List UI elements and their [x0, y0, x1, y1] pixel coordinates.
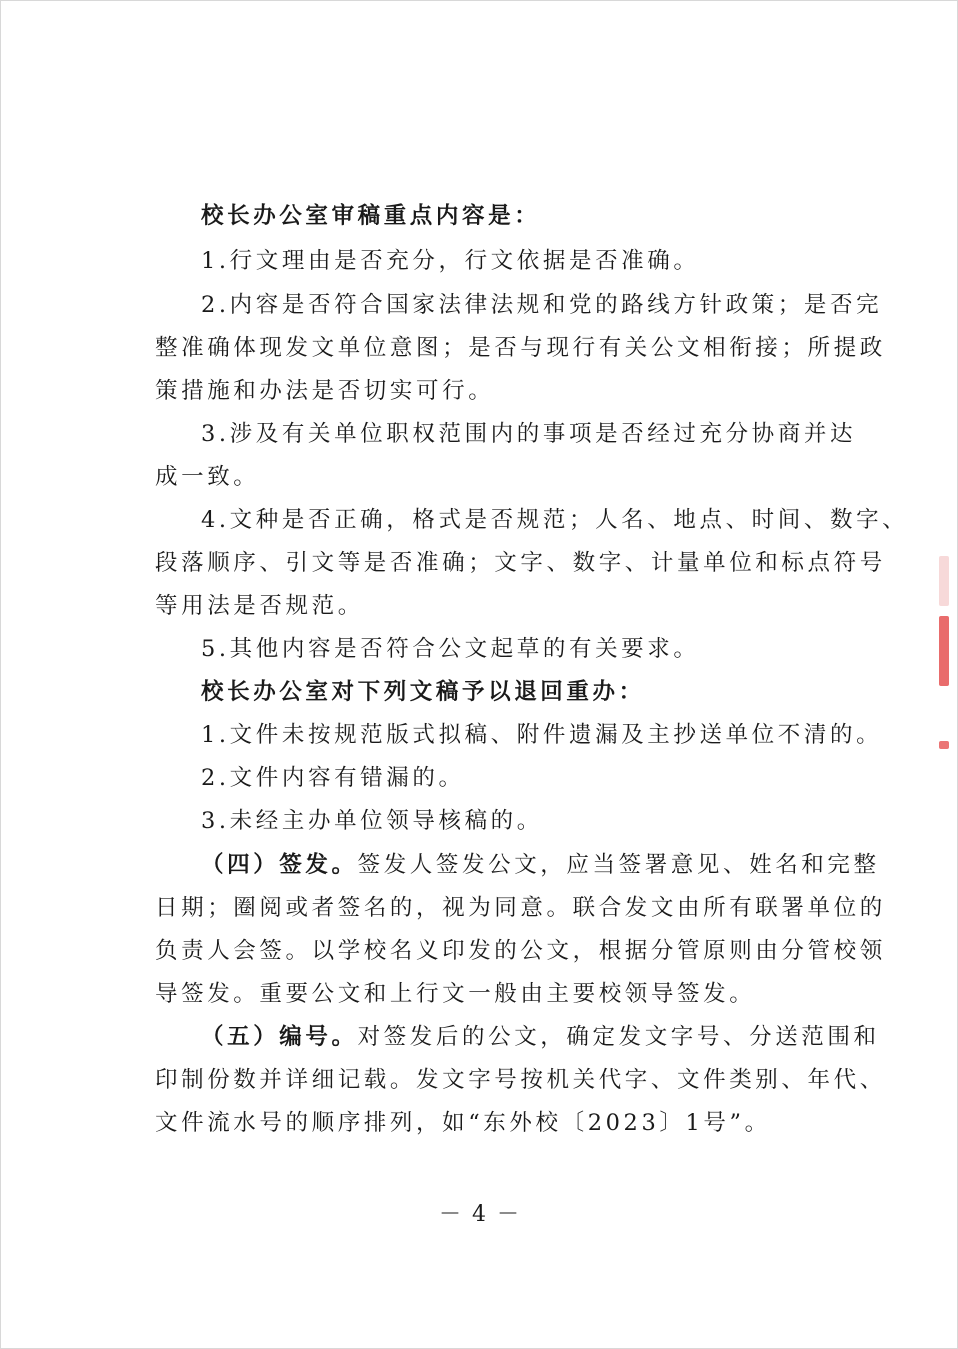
- number-paragraph-first-line: [201, 1022, 880, 1052]
- review-item-2: 2.内容是否符合国家法律法规和党的路线方针政策；是否完: [201, 292, 883, 318]
- review-item-2-cont-1: 整准确体现发文单位意图；是否与现行有关公文相衔接；所提政: [155, 335, 886, 361]
- return-item-3: 3.未经主办单位领导核稿的。: [201, 808, 543, 834]
- review-item-3: 3.涉及有关单位职权范围内的事项是否经过充分协商并达: [201, 421, 857, 447]
- review-item-4: 4.文种是否正确，格式是否规范；人名、地点、时间、数字、: [201, 507, 909, 533]
- sign-text-1: 签发人签发公文，应当签署意见、姓名和完整: [357, 852, 880, 878]
- review-item-3-cont: 成一致。: [155, 464, 260, 490]
- return-item-2: 2.文件内容有错漏的。: [201, 765, 465, 791]
- review-item-2-cont-2: 策措施和办法是否切实可行。: [155, 378, 495, 404]
- page-number: － 4 －: [439, 1202, 521, 1227]
- number-text-2: 印制份数并详细记载。发文字号按机关代字、文件类别、年代、: [155, 1067, 886, 1093]
- number-title: （五）编号。: [201, 1024, 358, 1050]
- review-item-1: 1.行文理由是否充分，行文依据是否准确。: [201, 248, 700, 274]
- sign-paragraph-first-line: [201, 850, 880, 880]
- sign-text-2: 日期；圈阅或者签名的，视为同意。联合发文由所有联署单位的: [155, 895, 886, 921]
- review-item-4-cont-2: 等用法是否规范。: [155, 593, 364, 619]
- number-text-3: 文件流水号的顺序排列，如“东外校〔2023〕1号”。: [155, 1110, 771, 1136]
- seal-edge-mark-bottom: [939, 741, 949, 749]
- number-text-1: 对签发后的公文，确定发文字号、分送范围和: [357, 1024, 880, 1050]
- sign-text-4: 导签发。重要公文和上行文一般由主要校领导签发。: [155, 981, 756, 1007]
- review-heading: 校长办公室审稿重点内容是：: [201, 203, 541, 229]
- sign-text-3: 负责人会签。以学校名义印发的公文，根据分管原则由分管校领: [155, 938, 886, 964]
- sign-title: （四）签发。: [201, 852, 358, 878]
- seal-edge-mark-top: [939, 556, 949, 606]
- review-item-5: 5.其他内容是否符合公文起草的有关要求。: [201, 636, 700, 662]
- return-heading: 校长办公室对下列文稿予以退回重办：: [201, 679, 645, 705]
- seal-edge-mark-middle: [939, 616, 949, 686]
- return-item-1: 1.文件未按规范版式拟稿、附件遗漏及主抄送单位不清的。: [201, 722, 883, 748]
- review-item-4-cont-1: 段落顺序、引文等是否准确；文字、数字、计量单位和标点符号: [155, 550, 886, 576]
